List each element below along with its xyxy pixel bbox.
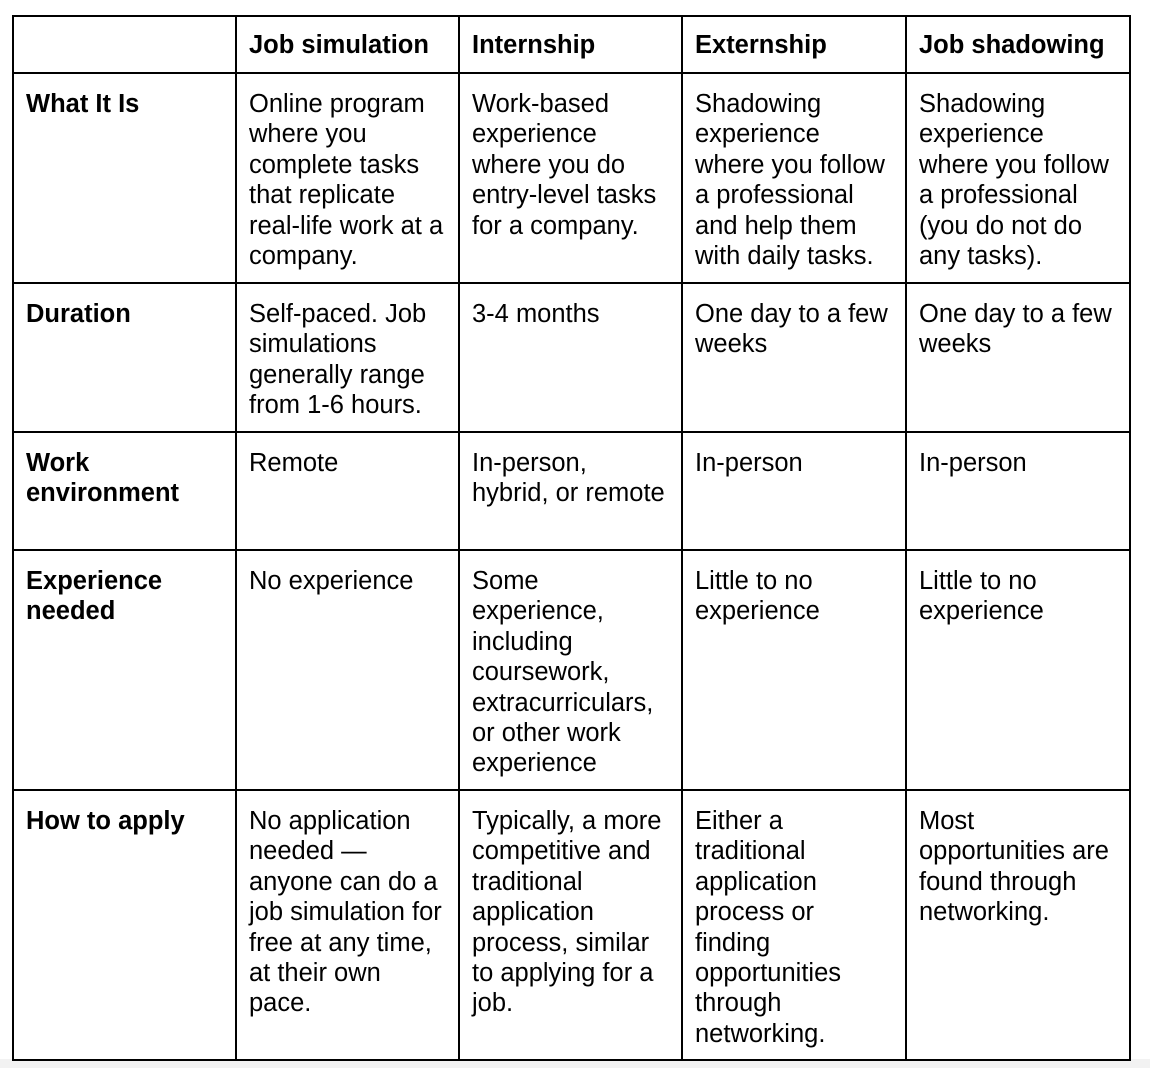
row-header-duration: Duration (13, 283, 236, 432)
table-row (13, 73, 1130, 283)
table-cell: Remote (236, 432, 459, 550)
table-row (13, 790, 1130, 1060)
corner-cell (13, 16, 236, 73)
header-row (13, 16, 1130, 73)
column-header-internship: Internship (459, 16, 682, 73)
row-header-how-to-apply: How to apply (13, 790, 236, 1060)
row-header-what-it-is: What It Is (13, 73, 236, 283)
table-cell: One day to a few weeks (682, 283, 906, 432)
table-cell: Self-paced. Job simulations generally range from 1-6 hours. (236, 283, 459, 432)
table-cell: Either a traditional application process or finding opportunities through networking. (682, 790, 906, 1060)
comparison-table (12, 15, 1131, 1061)
table-cell: In-person, hybrid, or remote (459, 432, 682, 550)
table-cell: Little to no experience (906, 550, 1130, 790)
table-row (13, 432, 1130, 550)
row-header-experience-needed: Experience needed (13, 550, 236, 790)
row-header-work-environment: Work environment (13, 432, 236, 550)
column-header-job-simulation: Job simulation (236, 16, 459, 73)
table-cell: Shadowing experience where you follow a professional (you do not do any tasks). (906, 73, 1130, 283)
table-cell: Some experience, including coursework, extracurriculars, or other work experience (459, 550, 682, 790)
table-cell: Typically, a more competitive and traditional application process, similar to applying for a job. (459, 790, 682, 1060)
column-header-job-shadowing: Job shadowing (906, 16, 1130, 73)
table-cell: 3-4 months (459, 283, 682, 432)
table-cell: Most opportunities are found through networking. (906, 790, 1130, 1060)
table-cell: One day to a few weeks (906, 283, 1130, 432)
table-cell: No experience (236, 550, 459, 790)
table-cell: Little to no experience (682, 550, 906, 790)
column-header-externship: Externship (682, 16, 906, 73)
table-cell: Online program where you complete tasks that replicate real-life work at a company. (236, 73, 459, 283)
table-cell: Shadowing experience where you follow a professional and help them with daily tasks. (682, 73, 906, 283)
table-cell: No application needed — anyone can do a job simulation for free at any time, at their own pace. (236, 790, 459, 1060)
table-row (13, 283, 1130, 432)
table-cell: In-person (906, 432, 1130, 550)
table-cell: In-person (682, 432, 906, 550)
table-row (13, 550, 1130, 790)
table-cell: Work-based experience where you do entry-level tasks for a company. (459, 73, 682, 283)
